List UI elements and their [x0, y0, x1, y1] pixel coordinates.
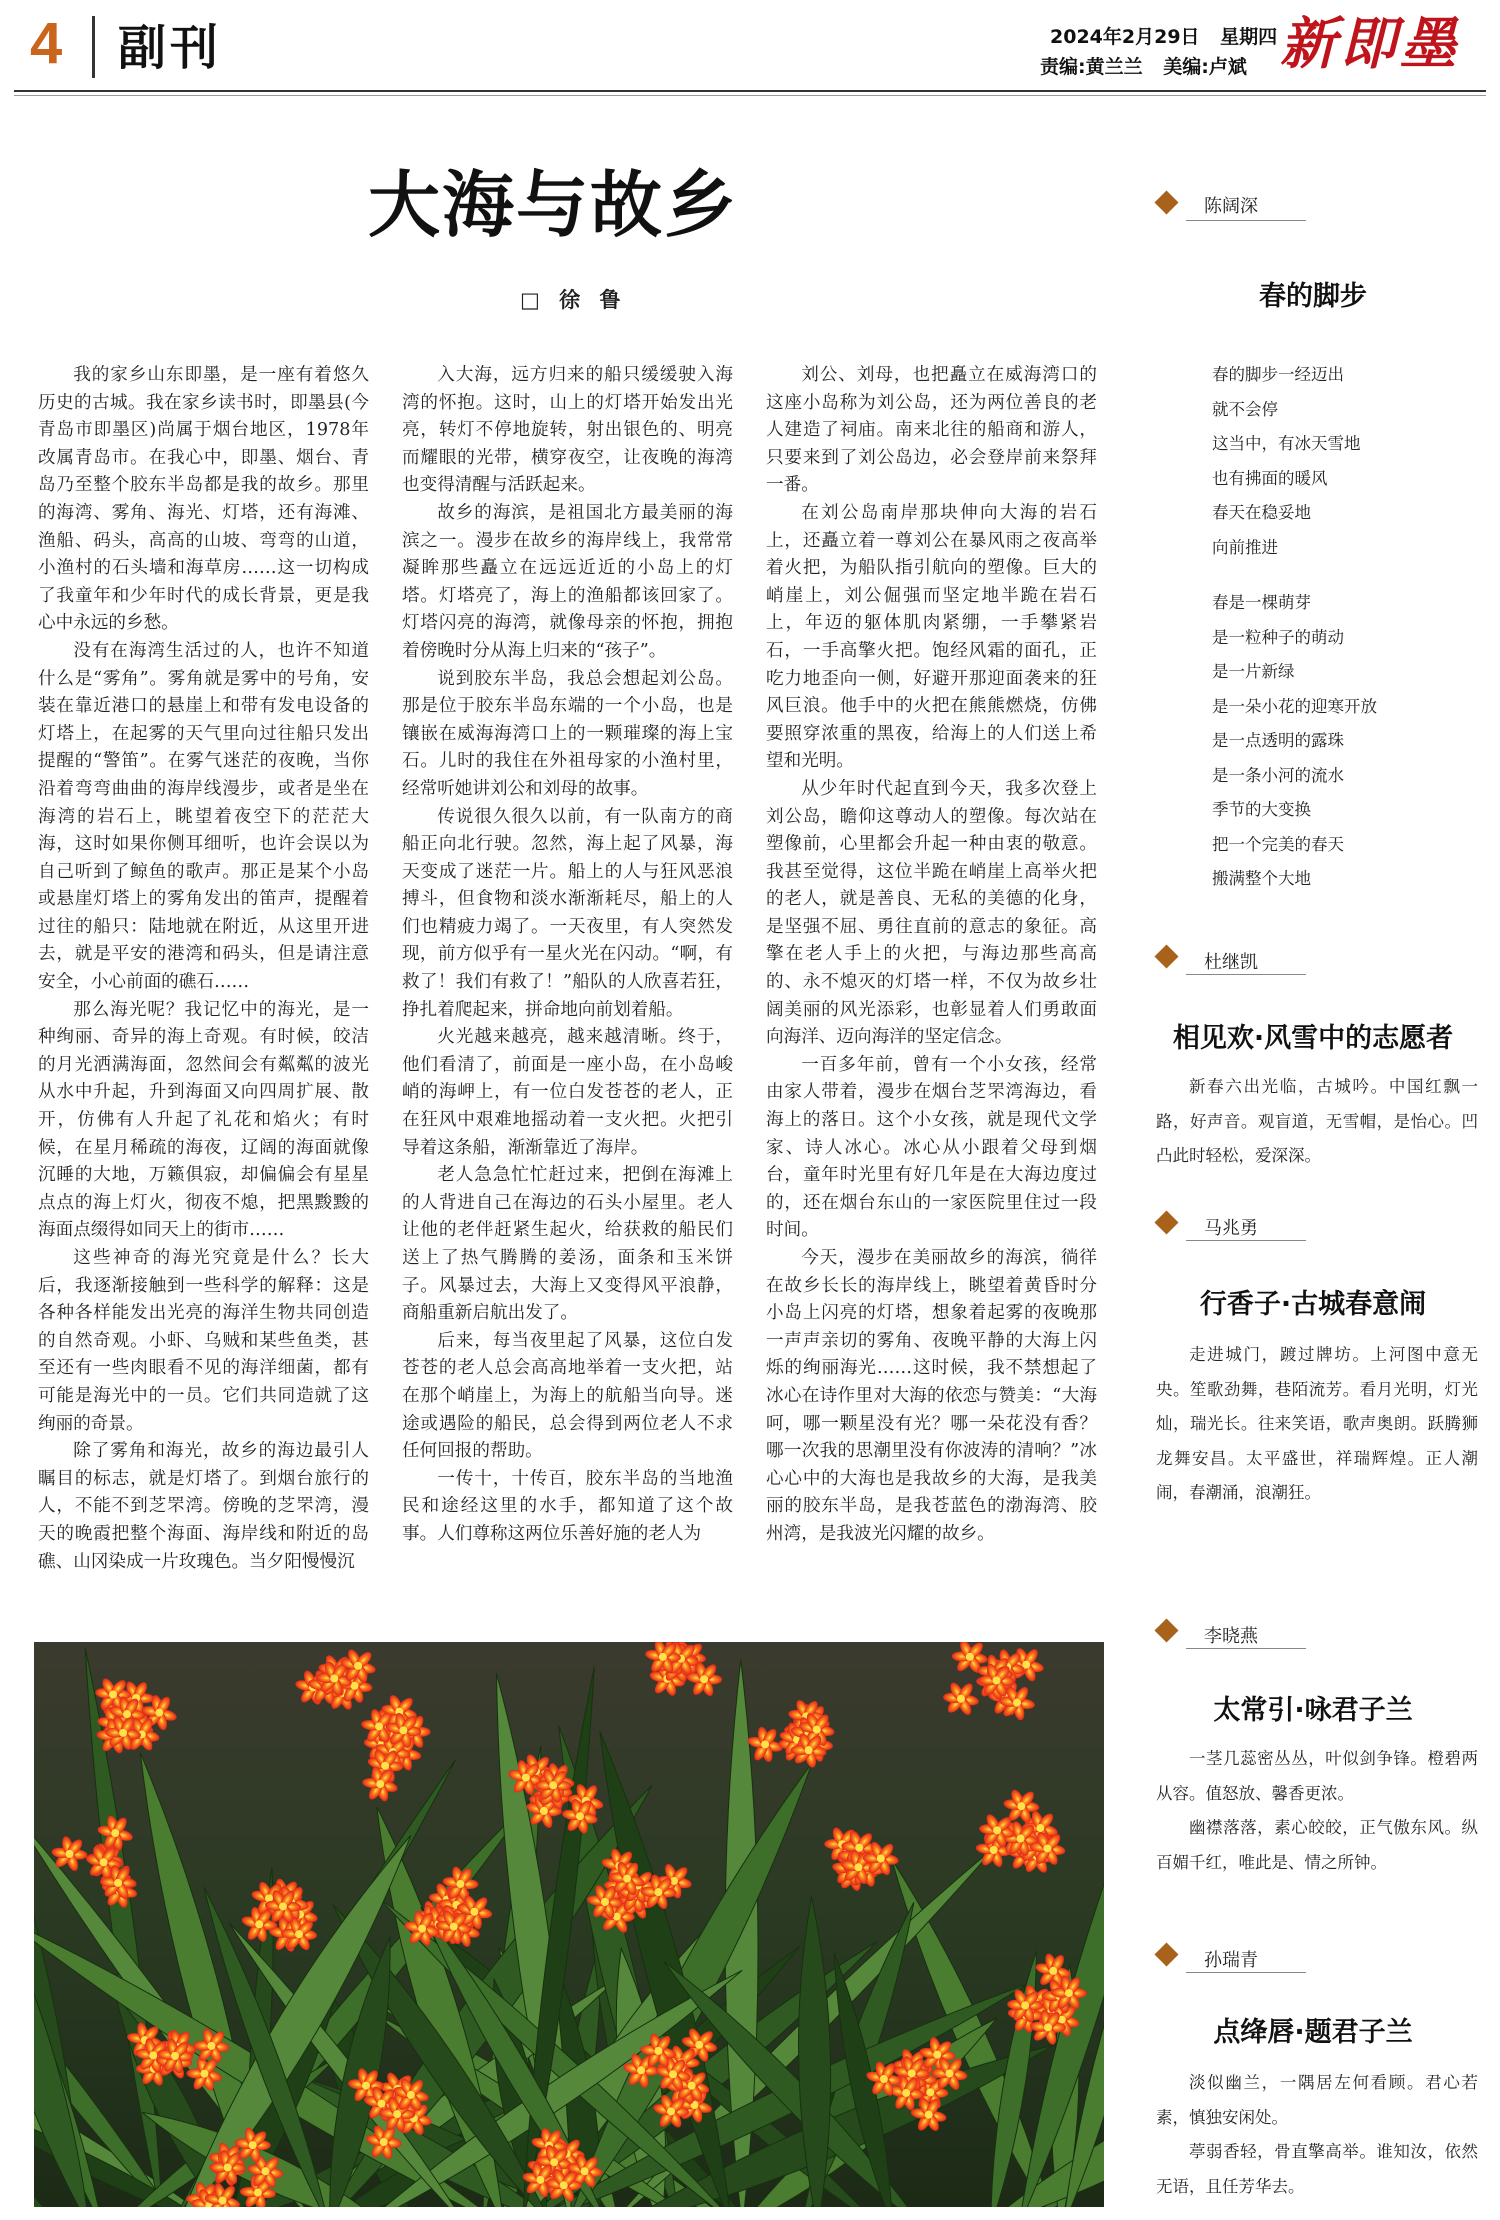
clivia-flower-photo [34, 1642, 1104, 2207]
article-paragraph: 在刘公岛南岸那块伸向大海的岩石上，还矗立着一尊刘公在暴风雨之夜高举着火把，为船队指引航向的塑像。巨大的峭崖上，刘公倔强而坚定地半跪在岩石上，年迈的躯体肌肉紧绷，一手攀紧岩石，一手高擎火把。饱经风霜的面孔，正吃力地歪向一侧，好避开那迎面袭来的狂风巨浪。他手中的火把在熊熊燃烧，仿佛要照穿浓重的黑夜，给海上的人们送上希望和光明。 [766, 502, 1097, 772]
article-paragraph: 老人急急忙忙赶过来，把倒在海滩上的人背进自己在海边的石头小屋里。老人让他的老伴赶紧生起火，给获救的船民们送上了热气腾腾的姜汤，面条和玉米饼子。风暴过去，大海上又变得风平浪静，商船重新启航出发了。 [402, 1165, 733, 1324]
poem-title: 点绛唇·题君子兰 [1213, 2017, 1413, 2048]
poem-title: 春的脚步 [1259, 281, 1367, 312]
poem-line: 就不会停 [1212, 399, 1278, 419]
article-paragraph: 火光越来越亮，越来越清晰。终于，他们看清了，前面是一座小岛，在小岛峻峭的海岬上，有一位白发苍苍的老人，正在狂风中艰难地摇动着一支火把。火把引导着这条船，渐渐靠近了海岸。 [402, 1027, 733, 1158]
separator-line [1186, 1648, 1306, 1649]
poem-text [1156, 1070, 1478, 1174]
article-paragraph: 那么海光呢？我记忆中的海光，是一种绚丽、奇异的海上奇观。有时候，皎洁的月光洒满海面，忽然间会有粼粼的波光从水中升起，升到海面又向四周扩展、散开，仿佛有人升起了礼花和焰火；有时候，在星月稀疏的海夜，辽阔的海面就像沉睡的大地，万籁俱寂，却偏偏会有星星点点的海上灯火，彻夜不熄，把黑黢黢的海面点缀得如同天上的街市…… [38, 999, 369, 1241]
article-paragraph: 我的家乡山东即墨，是一座有着悠久历史的古城。我在家乡读书时，即墨县(今青岛市即墨区)尚属于烟台地区，1978年改属青岛市。在我心中，即墨、烟台、青岛乃至整个胶东半岛都是我的故乡。那里的海湾、雾角、海光、灯塔，还有海滩、渔船、码头，高高的山坡、弯弯的山道，小渔村的石头墙和海草房……这一切构成了我童年和少年时代的成长背景，更是我心中永远的乡愁。 [38, 365, 369, 634]
poem-line: 季节的大变换 [1212, 800, 1311, 819]
newspaper-logo[interactable]: 新即墨 [1280, 11, 1460, 77]
editor-name: 责编:黄兰兰 [1040, 56, 1143, 78]
article-column-2 [402, 362, 733, 1612]
editor-credits [1040, 52, 1261, 79]
poem-title: 行香子·古城春意闹 [1199, 1289, 1427, 1320]
poem-line: 春的脚步一经迈出 [1212, 365, 1344, 384]
poem-stanza [1212, 586, 1377, 897]
separator-line [1186, 220, 1306, 221]
poem-author: 陈阔深 [1204, 196, 1258, 217]
article-paragraph: 刘公、刘母，也把矗立在威海湾口的这座小岛称为刘公岛，还为两位善良的老人建造了祠庙。南来北往的船商和游人，只要来到了刘公岛边，必会登岸前来祭拜一番。 [766, 365, 1097, 496]
poem-text [1156, 2066, 1478, 2204]
clivia-photo-illustration [34, 1642, 1104, 2207]
poem-paragraph: 幽襟落落，素心皎皎，正气傲东风。纵百媚千红，唯此是、情之所钟。 [1156, 1818, 1478, 1872]
diamond-icon [1154, 1210, 1178, 1234]
poem-header-2 [1138, 948, 1488, 968]
issue-date: 2024年2月29日 [1050, 26, 1200, 48]
poem-header-5 [1138, 1946, 1488, 1966]
poem-paragraph: 走进城门，踱过牌坊。上河图中意无央。笙歌劲舞，巷陌流芳。看月光明，灯光灿，瑞光长。往来笑语，歌声奥朗。跃腾狮龙舞安昌。太平盛世，祥瑞辉煌。正人潮闹，春潮涌，浪潮狂。 [1156, 1345, 1478, 1502]
article-paragraph: 一百多年前，曾有一个小女孩，经常由家人带着，漫步在烟台芝罘湾海边，看海上的落日。这个小女孩，就是现代文学家、诗人冰心。冰心从小跟着父母到烟台，童年时光里有好几年是在大海边度过的，还在烟台东山的一家医院里住过一段时间。 [766, 1054, 1097, 1241]
article-paragraph: 除了雾角和海光，故乡的海边最引人瞩目的标志，就是灯塔了。到烟台旅行的人，不能不到芝罘湾。傍晚的芝罘湾，漫天的晚霞把整个海面、海岸线和附近的岛礁、山冈染成一片玫瑰色。当夕阳慢慢沉 [38, 1441, 369, 1572]
article-paragraph: 说到胶东半岛，我总会想起刘公岛。那是位于胶东半岛东端的一个小岛，也是镶嵌在威海海湾口上的一颗璀璨的海上宝石。儿时的我住在外祖母家的小渔村里，经常听她讲刘公和刘母的故事。 [402, 668, 733, 799]
poem-author: 杜继凯 [1204, 952, 1258, 973]
poem-line: 搬满整个大地 [1212, 869, 1311, 888]
issue-weekday: 星期四 [1220, 26, 1278, 48]
poem-line: 也有拂面的暖风 [1212, 468, 1328, 488]
poem-title: 太常引·咏君子兰 [1213, 1695, 1413, 1726]
poem-line: 是一片新绿 [1212, 662, 1295, 681]
poem-line: 春天在稳妥地 [1212, 503, 1311, 522]
poem-header-3 [1138, 1214, 1488, 1234]
poem-author: 马兆勇 [1204, 1218, 1258, 1239]
poem-stanza [1212, 358, 1361, 565]
article-paragraph: 故乡的海滨，是祖国北方最美丽的海滨之一。漫步在故乡的海岸线上，我常常凝眸那些矗立在远远近近的小岛上的灯塔。灯塔亮了，海上的渔船都该回家了。灯塔闪亮的海湾，就像母亲的怀抱，拥抱着傍晚时分从海上归来的“孩子”。 [402, 502, 733, 661]
poem-line: 是一点透明的露珠 [1212, 731, 1344, 750]
page-number: 4 [30, 11, 63, 76]
article-paragraph: 一传十，十传百，胶东半岛的当地渔民和途经这里的水手，都知道了这个故事。人们尊称这两位乐善好施的老人为 [402, 1468, 733, 1544]
header-rule-thin [14, 95, 1486, 96]
article-paragraph: 这些神奇的海光究竟是什么？长大后，我逐渐接触到一些科学的解释：这是各种各样能发出光亮的海洋生物共同创造的自然奇观。小虾、乌贼和某些鱼类，甚至还有一些肉眼看不见的海洋细菌，都有可能是海光中的一员。它们共同造就了这绚丽的奇景。 [38, 1248, 369, 1434]
separator-line [1186, 974, 1306, 975]
poem-line: 春是一棵萌芽 [1212, 593, 1311, 612]
poem-title: 相见欢·风雪中的志愿者 [1172, 1023, 1454, 1054]
diamond-icon [1154, 944, 1178, 968]
poem-paragraph: 一茎几蕊密丛丛，叶似剑争锋。橙碧两从容。值怒放、馨香更浓。 [1156, 1749, 1478, 1803]
header-rule [14, 90, 1486, 92]
poem-line: 向前推进 [1212, 537, 1278, 557]
date-line [1050, 22, 1291, 49]
masthead-divider [92, 16, 95, 78]
section-title: 副刊 [118, 20, 223, 76]
poem-paragraph: 葶弱香轻，骨直擎高举。谁知汝，依然无语，且任芳华去。 [1156, 2142, 1478, 2196]
poem-line: 这当中，有冰天雪地 [1212, 434, 1361, 453]
poem-author: 孙瑞青 [1204, 1950, 1258, 1971]
poem-paragraph: 新春六出光临，古城吟。中国红飘一路，好声音。观盲道，无雪帽，是怡心。凹凸此时轻松，爱深深。 [1156, 1077, 1478, 1165]
article-column-3 [766, 362, 1097, 1612]
poem-text [1156, 1742, 1478, 1880]
poem-paragraph: 淡似幽兰，一隅居左何看顾。君心若素，慎独安闲处。 [1156, 2073, 1478, 2127]
separator-line [1186, 1240, 1306, 1241]
poem-text [1156, 1338, 1478, 1511]
article-paragraph: 今天，漫步在美丽故乡的海滨，徜徉在故乡长长的海岸线上，眺望着黄昏时分小岛上闪亮的灯塔，想象着起雾的夜晚那一声声亲切的雾角、夜晚平静的大海上闪烁的绚丽海光……这时候，我不禁想起了冰心在诗作里对大海的依恋与赞美：“大海呵，哪一颗星没有光？哪一朵花没有香？哪一次我的思潮里没有你波涛的清响？”冰心心中的大海也是我故乡的大海，是我美丽的胶东半岛，是我苍蓝色的渤海湾、胶州湾，是我波光闪耀的故乡。 [766, 1248, 1097, 1544]
article-paragraph: 后来，每当夜里起了风暴，这位白发苍苍的老人总会高高地举着一支火把，站在那个峭崖上，为海上的航船当向导。迷途或遇险的船民，总会得到两位老人不求任何回报的帮助。 [402, 1330, 733, 1462]
designer-name: 美编:卢斌 [1163, 56, 1247, 78]
diamond-icon [1154, 1618, 1178, 1642]
poem-line: 是一朵小花的迎寒开放 [1212, 696, 1377, 716]
poem-line: 把一个完美的春天 [1212, 834, 1344, 854]
diamond-icon [1154, 1942, 1178, 1966]
masthead [0, 0, 1500, 92]
article-paragraph: 没有在海湾生活过的人，也许不知道什么是“雾角”。雾角就是雾中的号角，安装在靠近港口的悬崖上和带有发电设备的灯塔上，在起雾的天气里向过往船只发出提醒的“警笛”。在雾气迷茫的夜晚，当你沿着弯弯曲曲的海岸线漫步，或者是坐在海湾的岩石上，眺望着夜空下的茫茫大海，这时如果你侧耳细听，也许会误以为自己听到了鲸鱼的歌声。那正是某个小岛或悬崖灯塔上的雾角发出的笛声，提醒着过往的船只：陆地就在附近，从这里开进去，就是平安的港湾和码头，但是请注意安全，小心前面的礁石…… [38, 640, 369, 993]
diamond-icon [1154, 190, 1178, 214]
poem-author: 李晓燕 [1204, 1626, 1258, 1647]
article-paragraph: 从少年时代起直到今天，我多次登上刘公岛，瞻仰这尊动人的塑像。每次站在塑像前，心里都会升起一种由衷的敬意。我甚至觉得，这位半跪在峭崖上高举火把的老人，就是善良、无私的美德的化身，是坚强不屈、勇往直前的意志的象征。高擎在老人手上的火把，与海边那些高高的、永不熄灭的灯塔一样，不仅为故乡壮阔美丽的风光添彩，也彰显着人们勇敢面向海洋、迈向海洋的坚定信念。 [766, 778, 1097, 1048]
article-column-1 [38, 362, 369, 1612]
poem-line: 是一粒种子的萌动 [1212, 627, 1344, 647]
separator-line [1186, 1972, 1306, 1973]
poem-header-1 [1138, 194, 1488, 214]
poem-header-4 [1138, 1622, 1488, 1642]
article-title: 大海与故乡 [368, 163, 739, 247]
article-paragraph: 入大海，远方归来的船只缓缓驶入海湾的怀抱。这时，山上的灯塔开始发出光亮，转灯不停地旋转，射出银色的、明亮而耀眼的光带，横穿夜空，让夜晚的海湾也变得清醒与活跃起来。 [402, 365, 733, 496]
article-byline: □ 徐 鲁 [520, 288, 627, 312]
article-paragraph: 传说很久很久以前，有一队南方的商船正向北行驶。忽然，海上起了风暴，海天变成了迷茫一片。船上的人与狂风恶浪搏斗，但食物和淡水渐渐耗尽，船上的人们也精疲力竭了。一天夜里，有人突然发现，前方似乎有一星火光在闪动。“啊，有救了！我们有救了！”船队的人欣喜若狂，挣扎着爬起来，拼命地向前划着船。 [402, 806, 733, 1020]
poem-line: 是一条小河的流水 [1212, 765, 1344, 785]
